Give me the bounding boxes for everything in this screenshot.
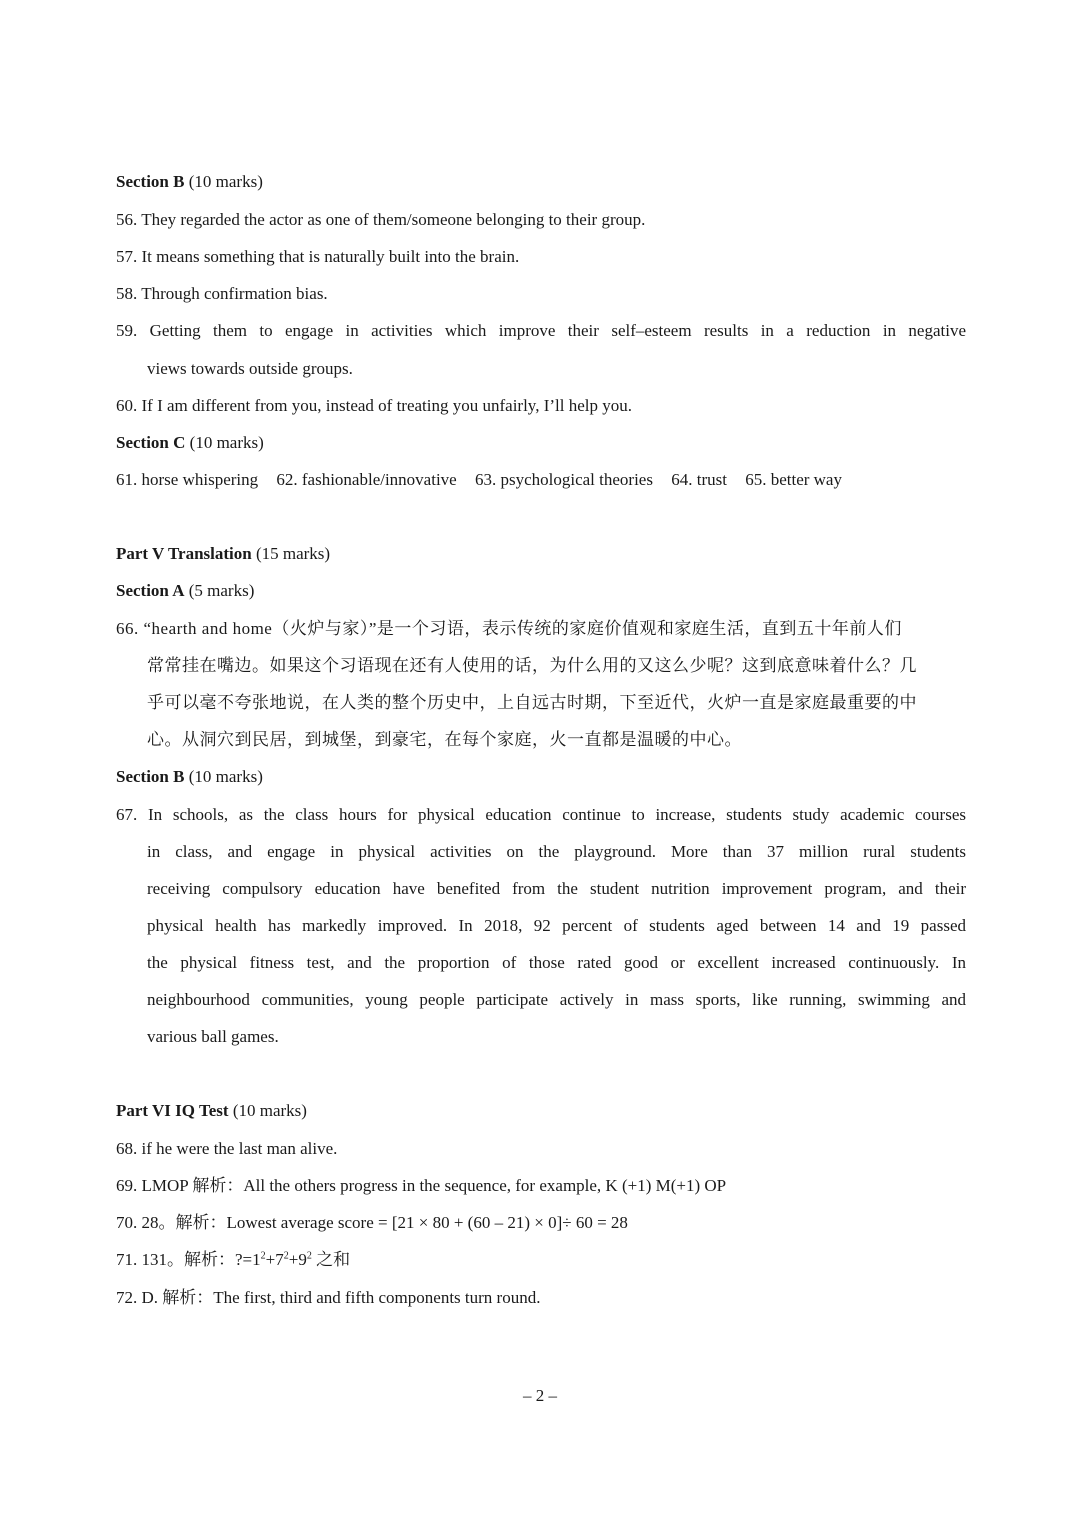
answer-63: 63. psychological theories — [474, 470, 653, 489]
answer-67-line6: neighbourhood communities, young people participate actively in mass sports, like running, swimming and — [147, 990, 966, 1009]
section-b2-heading: Section B (10 marks) — [116, 767, 263, 786]
part-vi-heading: Part VI IQ Test (10 marks) — [116, 1101, 307, 1120]
answer-70: 70. 28。解析：Lowest average score = [21 × 80 + (60 – 21) × 0]÷ 60 = 28 — [116, 1213, 628, 1232]
answer-71: 71. 131。解析：$?=1^2+7^2+9^2$ 之和 — [116, 1250, 351, 1269]
answer-61: 61. horse whispering — [116, 470, 259, 489]
answer-62: 62. fashionable/innovative — [276, 470, 457, 489]
answer-68: 68. if he were the last man alive. — [116, 1139, 338, 1158]
answer-57: 57. It means something that is naturally built into the brain. — [116, 247, 520, 266]
section-b-heading: Section B (10 marks) — [116, 172, 263, 191]
answer-66-line2: 常常挂在嘴边。如果这个习语现在还有人使用的话，为什么用的又这么少呢？这到底意味着什么？几 — [147, 656, 917, 675]
section-c-heading: Section C (10 marks) — [116, 433, 264, 452]
answer-66-line3: 乎可以毫不夸张地说，在人类的整个历史中，上自远古时期，下至近代，火炉一直是家庭最重要的中 — [147, 693, 917, 712]
answer-56: 56. They regarded the actor as one of them/someone belonging to their group. — [116, 210, 646, 229]
answer-67-line3: receiving compulsory education have benefited from the student nutrition improvement program, and their — [147, 879, 966, 898]
answer-67-line7: various ball games. — [147, 1027, 279, 1046]
answer-69: 69. LMOP 解析：All the others progress in the sequence, for example, K (+1) M(+1) OP — [116, 1176, 727, 1195]
answer-65: 65. better way — [745, 470, 842, 489]
answer-59-line1: 59. Getting them to engage in activities which improve their self–esteem results in a reduction in negative — [116, 321, 966, 340]
answers-61-65 — [116, 469, 966, 491]
answer-66-line4: 心。从洞穴到民居，到城堡，到豪宅，在每个家庭，火一直都是温暖的中心。 — [147, 730, 742, 749]
page-number: – 2 – — [523, 1386, 557, 1405]
answer-67-line4: physical health has markedly improved. In 2018, 92 percent of students aged between 14 and 19 passed — [147, 916, 966, 935]
answer-72: 72. D. 解析：The first, third and fifth components turn round. — [116, 1288, 541, 1307]
answer-67-line2: in class, and engage in physical activities on the playground. More than 37 million rural students — [147, 842, 966, 861]
answer-59-line2: views towards outside groups. — [147, 359, 353, 378]
section-a-heading: Section A (5 marks) — [116, 581, 255, 600]
answer-60: 60. If I am different from you, instead of treating you unfairly, I’ll help you. — [116, 396, 632, 415]
answer-67-line1: 67. In schools, as the class hours for physical education continue to increase, students study academic courses — [116, 805, 966, 824]
answer-58: 58. Through confirmation bias. — [116, 284, 328, 303]
answer-64: 64. trust — [671, 470, 727, 489]
answer-67-line5: the physical fitness test, and the proportion of those rated good or excellent increased continuously. In — [147, 953, 966, 972]
part-v-heading: Part V Translation (15 marks) — [116, 544, 331, 563]
answer-66-line1: 66. “hearth and home（火炉与家）”是一个习语，表示传统的家庭价值观和家庭生活，直到五十年前人们 — [116, 619, 902, 638]
